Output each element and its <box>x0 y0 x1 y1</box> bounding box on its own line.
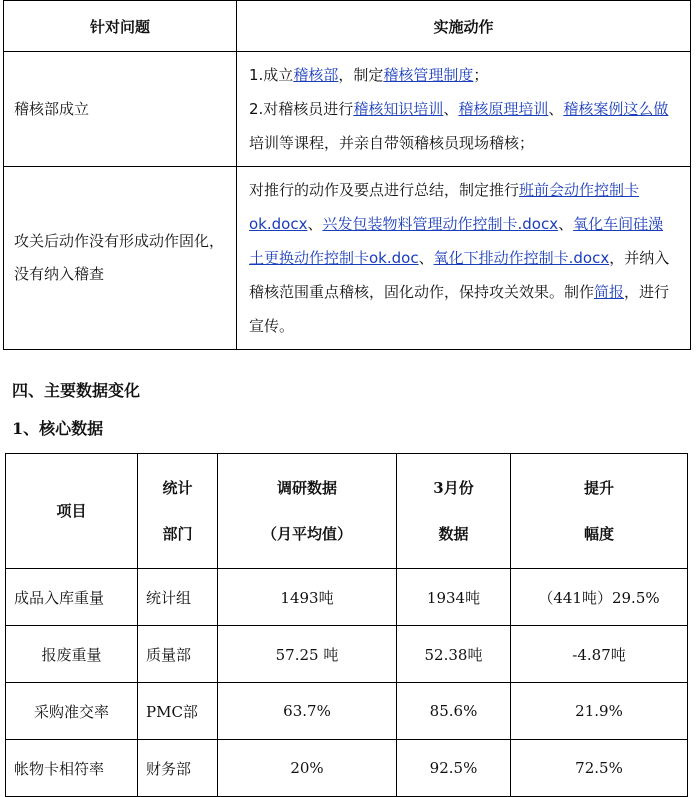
cell-march: 92.5% <box>397 740 511 797</box>
cell-improve: （441吨）29.5% <box>511 569 688 626</box>
action-line <box>249 58 678 92</box>
cell-survey: 63.7% <box>218 683 397 740</box>
table-row <box>6 740 688 797</box>
action-text: ，制定 <box>338 66 384 84</box>
header-item: 项目 <box>6 454 138 569</box>
cell-improve: 72.5% <box>511 740 688 797</box>
action-text: 2.对稽核员进行 <box>249 100 354 118</box>
action-text: ； <box>473 66 489 84</box>
cell-dept: 财务部 <box>138 740 218 797</box>
action-text: 、 <box>548 100 564 118</box>
header-action: 实施动作 <box>237 1 691 52</box>
action-text: 培训等课程，并亲自带领稽核员现场稽核； <box>249 134 535 152</box>
header-dept: 统计 部门 <box>138 454 218 569</box>
measures-table <box>3 0 691 350</box>
action-text: 、 <box>418 249 434 267</box>
document-link[interactable]: 氧化车间硅澡土更换动作控制卡ok.doc <box>249 215 664 267</box>
cell-survey: 57.25 吨 <box>218 626 397 683</box>
table-header-row <box>4 1 691 52</box>
action-cell <box>237 167 691 350</box>
cell-march: 85.6% <box>397 683 511 740</box>
document-link[interactable]: 班前会动作控制卡ok.docx <box>249 181 640 233</box>
action-cell <box>237 52 691 167</box>
document-link[interactable]: 稽核案例这么做 <box>563 100 669 118</box>
action-text: 1.成立 <box>249 66 294 84</box>
action-text: 、 <box>307 215 323 233</box>
action-line <box>249 173 678 343</box>
table-row <box>6 626 688 683</box>
cell-survey: 1493吨 <box>218 569 397 626</box>
action-text: 、 <box>443 100 459 118</box>
cell-dept: 统计组 <box>138 569 218 626</box>
cell-item: 报废重量 <box>6 626 138 683</box>
action-text: 、 <box>558 215 574 233</box>
issue-cell: 稽核部成立 <box>4 52 237 167</box>
table-row <box>6 683 688 740</box>
header-improve: 提升 幅度 <box>511 454 688 569</box>
table-header-row <box>6 454 688 569</box>
document-link[interactable]: 稽核管理制度 <box>383 66 474 84</box>
document-link[interactable]: 氧化下排动作控制卡.docx <box>433 249 610 267</box>
cell-dept: PMC部 <box>138 683 218 740</box>
document-link[interactable]: 稽核原理培训 <box>458 100 549 118</box>
table-row <box>4 52 691 167</box>
header-issue: 针对问题 <box>4 1 237 52</box>
cell-improve: 21.9% <box>511 683 688 740</box>
document-link[interactable]: 稽核部 <box>293 66 339 84</box>
section-heading: 四、主要数据变化 <box>12 381 141 400</box>
header-survey: 调研数据 （月平均值） <box>218 454 397 569</box>
cell-improve: -4.87吨 <box>511 626 688 683</box>
cell-survey: 20% <box>218 740 397 797</box>
table-row <box>4 167 691 350</box>
document-link[interactable]: 兴发包装物料管理动作控制卡.docx <box>322 215 559 233</box>
cell-march: 1934吨 <box>397 569 511 626</box>
document-link[interactable]: 简报 <box>594 283 625 301</box>
cell-item: 帐物卡相符率 <box>6 740 138 797</box>
cell-item: 成品入库重量 <box>6 569 138 626</box>
cell-item: 采购准交率 <box>6 683 138 740</box>
action-line <box>249 92 678 160</box>
table-row <box>6 569 688 626</box>
action-text: 对推行的动作及要点进行总结，制定推行 <box>249 181 520 199</box>
cell-march: 52.38吨 <box>397 626 511 683</box>
header-march: 3月份 数据 <box>397 454 511 569</box>
subsection-heading: 1、核心数据 <box>12 419 104 438</box>
core-data-table <box>5 453 688 797</box>
cell-dept: 质量部 <box>138 626 218 683</box>
action-text: ，进行宣传。 <box>249 283 670 335</box>
document-link[interactable]: 稽核知识培训 <box>353 100 444 118</box>
action-text: ，并纳入稽核范围重点稽核，固化动作，保持攻关效果。制作 <box>249 249 670 301</box>
issue-cell: 攻关后动作没有形成动作固化，没有纳入稽查 <box>4 167 237 350</box>
